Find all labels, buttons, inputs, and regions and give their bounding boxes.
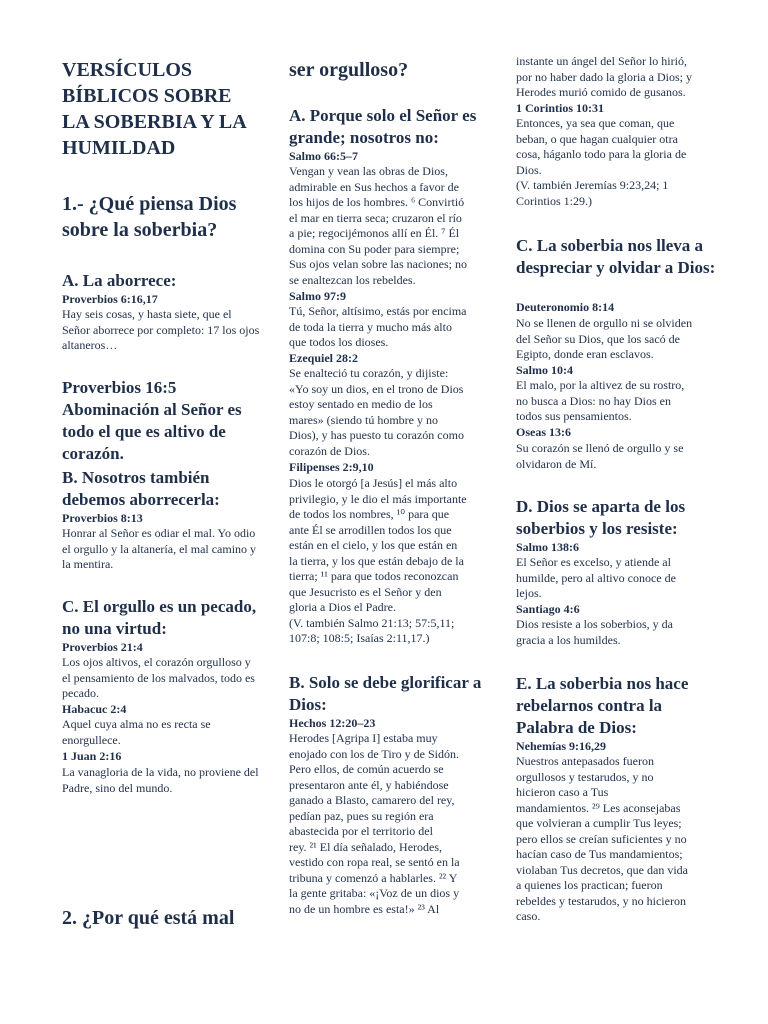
verse-text: Tú, Señor, altísimo, estás por encima de toda la tierra y mucho más alto que todos los dioses. (289, 304, 467, 349)
verse-text: El Señor es excelso, y atiende al humilde, pero al altivo conoce de lejos. (516, 555, 676, 600)
verse-text: Nuestros antepasados fueron orgullosos y testarudos, y no hicieron caso a Tus mandamientos. ²⁹ Les aconsejabas que volvieran a cumplir Tus leyes; pero ellos se creían suficientes y no hacían caso de Tus mandamientos; violaban Tus decretos, que dan vida a quienes los practican; fueron rebeldes y testarudos, y no hicieron caso. (516, 754, 688, 923)
verse-reference: Proverbios 6:16,17 (62, 292, 158, 306)
verse-reference: Salmo 66:5–7 (289, 149, 358, 163)
verse-heading-proverbios-16-5: Proverbios 16:5 Abominación al Señor es todo el que es altivo de corazón. (62, 378, 242, 463)
verse-reference: Deuteronomio 8:14 (516, 300, 615, 314)
verse-text: Dios resiste a los soberbios, y da gracia a los humildes. (516, 617, 673, 647)
verse-reference: Habacuc 2:4 (62, 702, 127, 716)
section-d-heading: D. Dios se aparta de los soberbios y los resiste: (516, 497, 686, 538)
verse-reference: Santiago 4:6 (516, 602, 580, 616)
section-a-heading: A. La aborrece: (62, 271, 177, 290)
verse-reference: Salmo 97:9 (289, 289, 346, 303)
verse-text: Hay seis cosas, y hasta siete, que el Señor aborrece por completo: 17 los ojos altaneros… (62, 307, 260, 352)
verse-text: Su corazón se llenó de orgullo y se olvidaron de Mí. (516, 441, 684, 471)
section-c-heading: C. El orgullo es un pecado, no una virtud: (62, 597, 257, 638)
verse-reference: Oseas 13:6 (516, 425, 571, 439)
section-e-heading: E. La soberbia nos hace rebelarnos contra la Palabra de Dios: (516, 674, 689, 737)
verse-reference: Nehemías 9:16,29 (516, 739, 606, 753)
verse-reference: Salmo 10:4 (516, 363, 573, 377)
section-c-heading: C. La soberbia nos lleva a despreciar y olvidar a Dios: (516, 236, 716, 277)
verse-text: Herodes [Agripa I] estaba muy enojado con los de Tiro y de Sidón. Pero ellos, de común acuerdo se presentaron ante él, y habiéndose ganado a Blasto, camarero del rey, pedían paz, pues su región era abastecida por el territorio del rey. ²¹ El día señalado, Herodes, vestido con ropa real, se sentó en la tribuna y comenzó a hablarles. ²² Y la gente gritaba: «¡Voz de un dios y no de un hombre es esta!» ²³ Al (289, 731, 460, 916)
verse-text: Vengan y vean las obras de Dios, admirable en Sus hechos a favor de los hijos de los hombres. ⁶ Convirtió el mar en tierra seca; cruzaron el río a pie; regocijémonos allí en Él. ⁷ Él domina con Su poder para siempre; Sus ojos velan sobre las naciones; no se enaltezcan los rebeldes. (289, 164, 467, 287)
verse-reference: Salmo 138:6 (516, 540, 579, 554)
verse-text: Aquel cuya alma no es recta se enorgullece. (62, 717, 211, 747)
verse-reference: Proverbios 8:13 (62, 511, 143, 525)
section-a-heading: A. Porque solo el Señor es grande; nosotros no: (289, 106, 477, 147)
verse-text: Honrar al Señor es odiar el mal. Yo odio el orgullo y la altanería, el mal camino y la mentira. (62, 526, 257, 571)
document-title: VERSÍCULOS BÍBLICOS SOBRE LA SOBERBIA Y LA HUMILDAD (62, 59, 246, 159)
section-b-heading: B. Nosotros también debemos aborrecerla: (62, 468, 220, 509)
verse-text: Dios le otorgó [a Jesús] el más alto privilegio, y le dio el más importante de todos los nombres, ¹⁰ para que ante Él se arrodillen todos los que están en el cielo, y los que están en la tierra, y los que están debajo de la tierra; ¹¹ para que todos reconozcan que Jesucristo es el Señor y den gloria a Dios el Padre. (V. también Salmo 21:13; 57:5,11; 107:8; 108:5; Isaías 2:11,17.) (289, 476, 467, 645)
verse-text: El malo, por la altivez de su rostro, no busca a Dios: no hay Dios en todos sus pensamientos. (516, 378, 685, 423)
verse-reference: Proverbios 21:4 (62, 640, 143, 654)
verse-reference: Ezequiel 28:2 (289, 351, 358, 365)
section-b-heading: B. Solo se debe glorificar a Dios: (289, 673, 482, 714)
question-2-heading-continued: ser orgulloso? (289, 59, 409, 81)
verse-text: Entonces, ya sea que coman, que beban, o que hagan cualquier otra cosa, háganlo todo para la gloria de Dios. (V. también Jeremías 9:23,24; 1 Corintios 1:29.) (516, 116, 687, 208)
verse-text-continued: instante un ángel del Señor lo hirió, por no haber dado la gloria a Dios; y Herodes murió comido de gusanos. (516, 54, 692, 99)
question-1-heading: 1.- ¿Qué piensa Dios sobre la soberbia? (62, 193, 237, 241)
verse-text: Se enalteció tu corazón, y dijiste: «Yo soy un dios, en el trono de Dios estoy sentado en medio de los mares» (siendo tú hombre y no Dios), y has puesto tu corazón como corazón de Dios. (289, 366, 464, 458)
verse-reference: Filipenses 2:9,10 (289, 460, 374, 474)
verse-text: Los ojos altivos, el corazón orgulloso y el pensamiento de los malvados, todo es pecado. (62, 655, 255, 700)
question-2-heading: 2. ¿Por qué está mal (62, 907, 235, 929)
verse-text: La vanagloria de la vida, no proviene del Padre, sino del mundo. (62, 765, 259, 795)
verse-reference: Hechos 12:20–23 (289, 716, 376, 730)
verse-reference: 1 Juan 2:16 (62, 749, 122, 763)
verse-text: No se llenen de orgullo ni se olviden del Señor su Dios, que los sacó de Egipto, donde eran esclavos. (516, 316, 693, 361)
verse-reference: 1 Corintios 10:31 (516, 101, 604, 115)
